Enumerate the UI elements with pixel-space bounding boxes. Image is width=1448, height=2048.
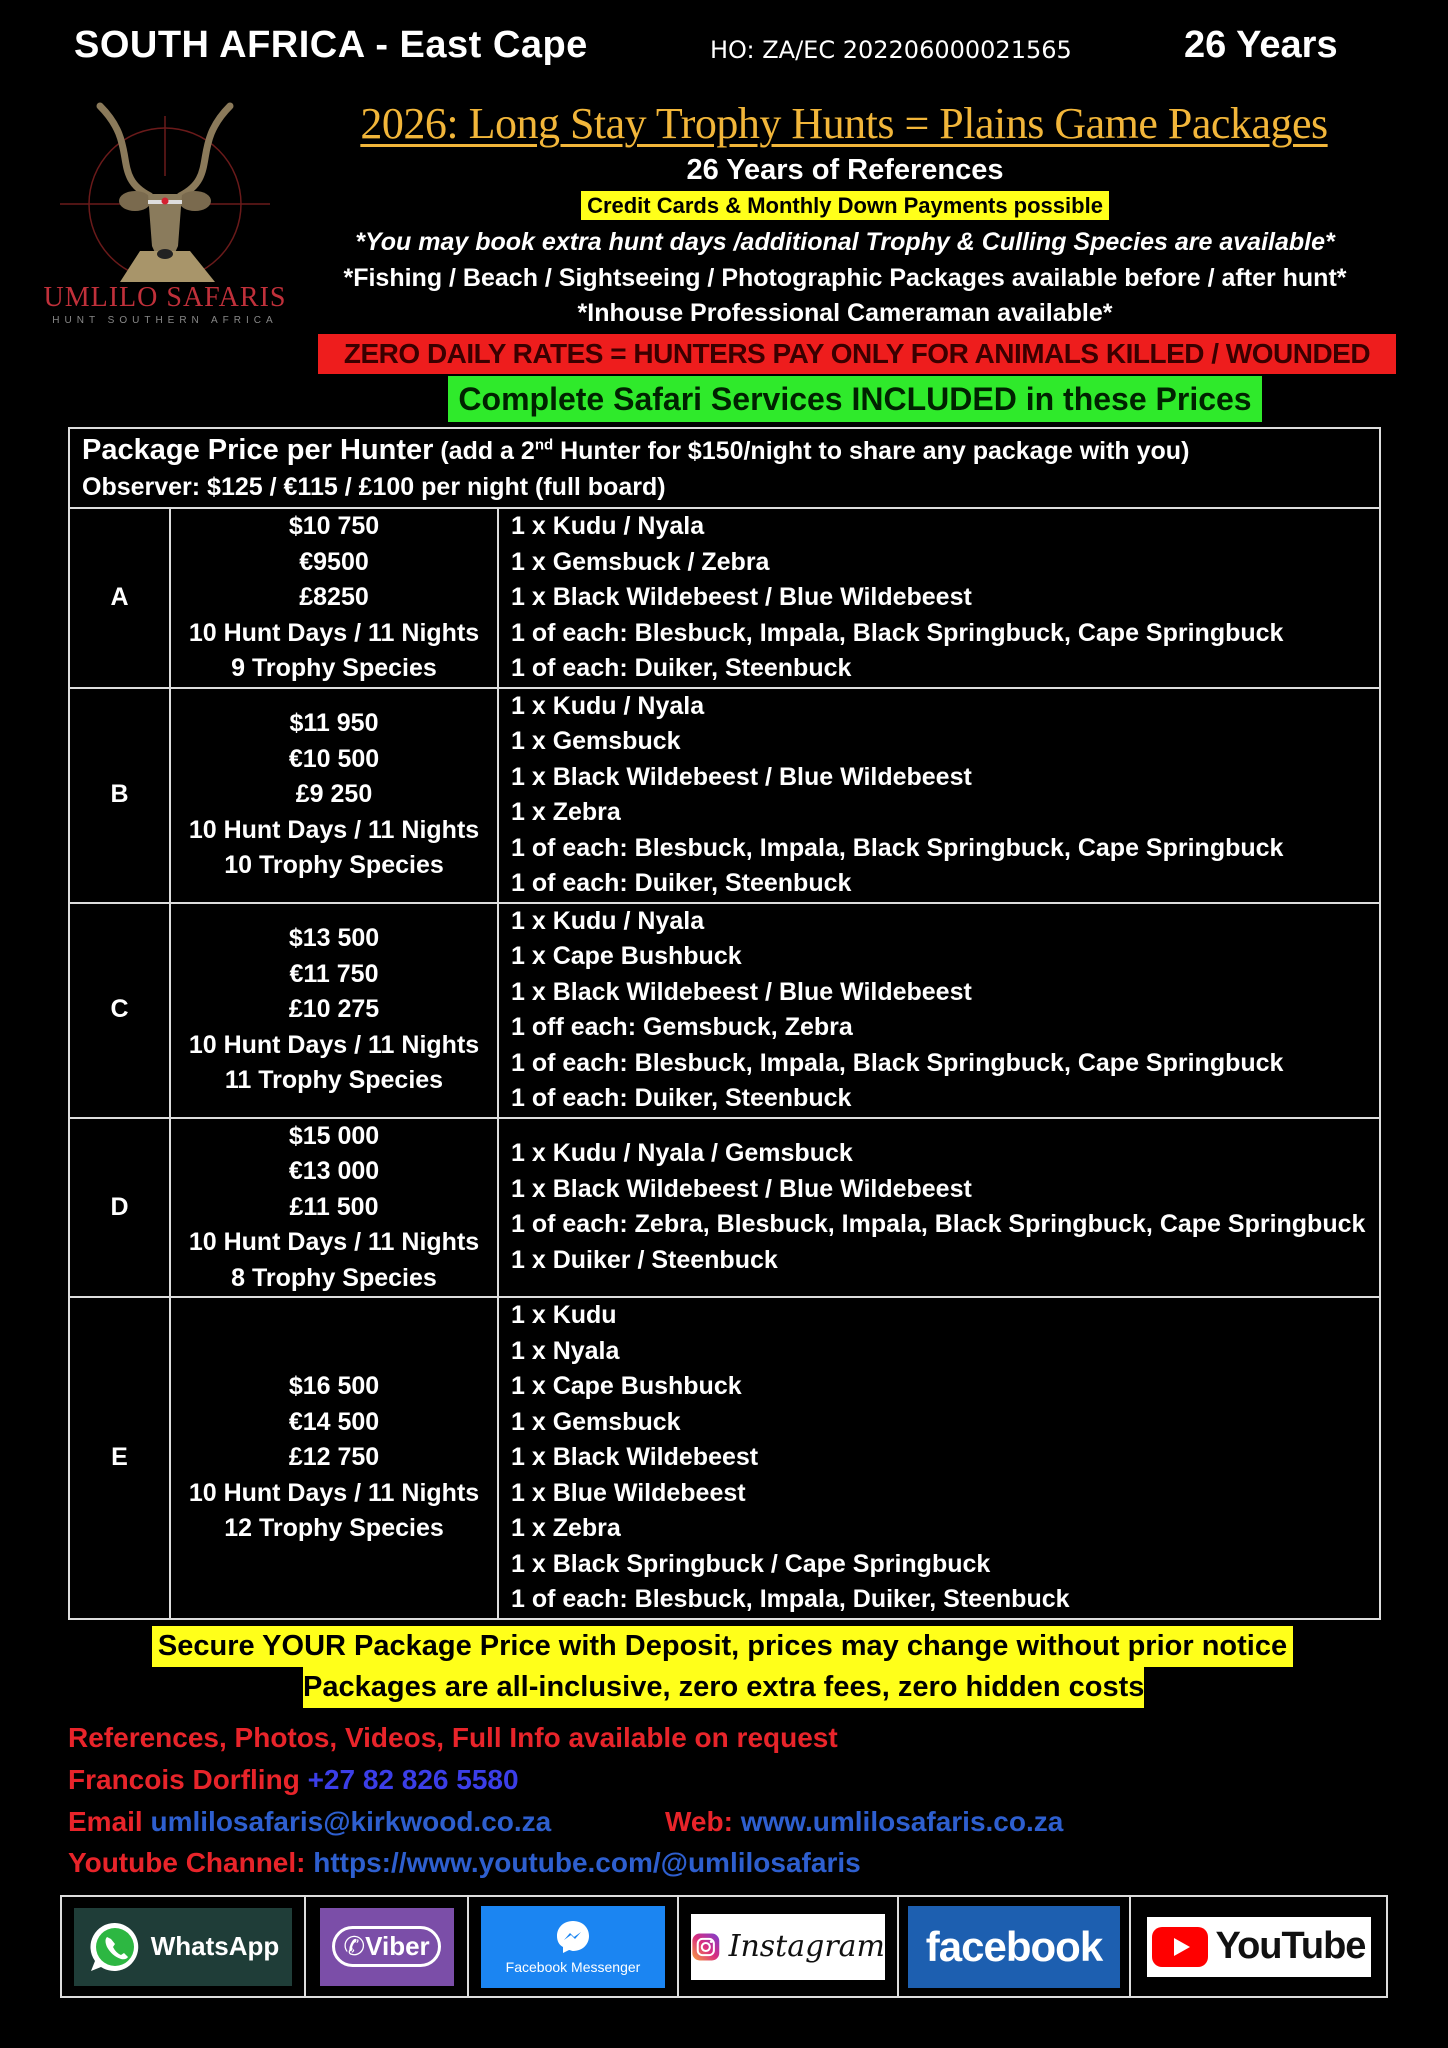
- species-item: 1 of each: Duiker, Steenbuck: [511, 869, 852, 897]
- observer-rate: Observer: $125 / €115 / £100 per night (full board): [82, 472, 666, 501]
- species-list: [498, 1118, 1380, 1298]
- social-media-strip: [60, 1895, 1388, 1998]
- logo-tagline: HUNT SOUTHERN AFRICA: [52, 315, 278, 326]
- price-usd: $11 950: [289, 709, 379, 738]
- table-header-cell: [69, 428, 1380, 508]
- complete-services-banner: Complete Safari Services INCLUDED in these Prices: [448, 376, 1262, 422]
- species-item: 1 x Cape Bushbuck: [511, 942, 742, 970]
- extra-days-note: *You may book extra hunt days /additional Trophy & Culling Species are available*: [355, 228, 1335, 256]
- species-item: 1 x Kudu: [511, 1301, 617, 1329]
- viber-label: Viber: [365, 1931, 430, 1961]
- species-item: 1 x Kudu / Nyala: [511, 906, 705, 935]
- duration: 10 Hunt Days / 11 Nights: [188, 815, 480, 844]
- instagram-icon: [691, 1925, 721, 1969]
- umlilo-safaris-logo: [40, 86, 290, 326]
- price-usd: $16 500: [288, 1372, 380, 1400]
- table-row: [69, 903, 1380, 1118]
- youtube-logo-text: YouTube: [1215, 1925, 1366, 1967]
- trophy-count: 12 Trophy Species: [224, 1514, 444, 1542]
- viber-button[interactable]: [320, 1908, 454, 1986]
- species-list: [498, 1297, 1380, 1619]
- species-item: 1 of each: Blesbuck, Impala, Black Springbuck, Cape Springbuck: [511, 618, 1284, 647]
- species-item: 1 x Black Wildebeest / Blue Wildebeest: [511, 1174, 972, 1203]
- package-price-cell: [170, 1118, 498, 1298]
- facebook-button[interactable]: [908, 1906, 1120, 1988]
- package-price-cell: [170, 1297, 498, 1619]
- species-item: 1 of each: Duiker, Steenbuck: [511, 654, 852, 682]
- country-region: SOUTH AFRICA - East Cape: [74, 24, 588, 66]
- price-gbp: £8250: [299, 583, 369, 611]
- price-usd: $15 000: [288, 1121, 380, 1150]
- species-list: [498, 688, 1380, 903]
- species-item: 1 x Nyala: [511, 1336, 620, 1365]
- table-row: [69, 1118, 1380, 1298]
- price-gbp: £10 275: [288, 995, 380, 1024]
- price-gbp: £12 750: [288, 1443, 380, 1471]
- social-cell-whatsapp: [62, 1897, 306, 1996]
- instagram-button[interactable]: [691, 1914, 885, 1980]
- table-row: [69, 688, 1380, 903]
- table-row: [69, 1297, 1380, 1619]
- species-item: 1 x Gemsbuck: [511, 727, 681, 755]
- species-item: 1 x Kudu / Nyala / Gemsbuck: [511, 1139, 853, 1168]
- species-item: 1 of each: Blesbuck, Impala, Black Springbuck, Cape Springbuck: [511, 833, 1284, 862]
- logo-brand-text: UMLILO SAFARIS: [43, 282, 287, 313]
- messenger-icon: [555, 1919, 591, 1955]
- species-item: 1 of each: Zebra, Blesbuck, Impala, Black Springbuck, Cape Springbuck: [511, 1210, 1366, 1239]
- ordinal-suffix: nd: [534, 436, 554, 454]
- web-group: [665, 1806, 1063, 1838]
- kudu-crosshair-icon: [40, 86, 290, 282]
- zero-daily-rates-banner: ZERO DAILY RATES = HUNTERS PAY ONLY FOR ANIMALS KILLED / WOUNDED: [318, 334, 1396, 374]
- credit-highlight: Credit Cards & Monthly Down Payments possible: [581, 191, 1109, 220]
- species-item: 1 off each: Gemsbuck, Zebra: [511, 1013, 853, 1041]
- trophy-count: 8 Trophy Species: [231, 1263, 437, 1292]
- page-title: 2026: Long Stay Trophy Hunts = Plains Game Packages: [360, 99, 1328, 148]
- package-price-title: Package Price per Hunter: [82, 434, 434, 466]
- package-price-cell: [170, 903, 498, 1118]
- trophy-count: 9 Trophy Species: [231, 654, 437, 682]
- table-header: [69, 428, 1380, 508]
- species-item: 1 x Duiker / Steenbuck: [511, 1245, 778, 1274]
- species-item: 1 x Gemsbuck: [511, 1407, 681, 1436]
- species-item: 1 x Kudu / Nyala: [511, 691, 705, 720]
- email-web-line: [68, 1806, 1368, 1838]
- species-item: 1 x Zebra: [511, 1514, 621, 1542]
- price-eur: €14 500: [288, 1407, 380, 1436]
- price-gbp: £9 250: [295, 780, 373, 809]
- info-request-line: References, Photos, Videos, Full Info available on request: [68, 1722, 838, 1753]
- package-letter: E: [69, 1297, 170, 1619]
- viber-logo: [332, 1926, 440, 1967]
- facebook-messenger-button[interactable]: [481, 1906, 665, 1988]
- messenger-label: Facebook Messenger: [505, 1958, 641, 1975]
- website-link[interactable]: www.umlilosafaris.co.za: [740, 1806, 1064, 1837]
- youtube-line: [68, 1847, 1368, 1879]
- social-cell-viber: [306, 1897, 469, 1996]
- cameraman-note: *Inhouse Professional Cameraman available*: [577, 299, 1113, 327]
- species-item: 1 x Blue Wildebeest: [511, 1478, 746, 1507]
- species-item: 1 x Zebra: [511, 798, 621, 826]
- phone-icon: ✆: [343, 1931, 366, 1961]
- species-list: [498, 903, 1380, 1118]
- second-hunter-note: [440, 437, 1189, 465]
- species-item: 1 x Black Wildebeest / Blue Wildebeest: [511, 762, 972, 791]
- price-eur: €9500: [299, 547, 369, 576]
- instagram-label: Instagram: [728, 1929, 885, 1964]
- phone-link[interactable]: +27 82 826 5580: [307, 1764, 519, 1795]
- youtube-play-icon: [1152, 1927, 1208, 1967]
- packages-table: [68, 427, 1381, 1620]
- top-bar: [0, 22, 1448, 72]
- email-label: Email: [68, 1806, 143, 1837]
- whatsapp-icon: [87, 1919, 143, 1975]
- package-price-cell: [170, 508, 498, 688]
- email-link[interactable]: umlilosafaris@kirkwood.co.za: [150, 1806, 552, 1837]
- species-item: 1 x Black Wildebeest / Blue Wildebeest: [511, 977, 972, 1006]
- price-gbp: £11 500: [289, 1192, 379, 1221]
- deposit-notice: Secure YOUR Package Price with Deposit, prices may change without prior notice: [152, 1626, 1293, 1667]
- species-item: 1 x Black Springbuck / Cape Springbuck: [511, 1549, 991, 1578]
- references-line: 26 Years of References: [686, 154, 1004, 186]
- table-row: [69, 508, 1380, 688]
- social-cell-messenger: [469, 1897, 679, 1996]
- price-eur: €10 500: [288, 744, 380, 773]
- trophy-count: 11 Trophy Species: [224, 1066, 444, 1095]
- web-label: Web:: [665, 1806, 733, 1837]
- species-item: 1 x Black Wildebeest: [511, 1443, 759, 1471]
- second-hunter-note-end: Hunter for $150/night to share any package with you): [553, 437, 1190, 465]
- species-item: 1 x Kudu / Nyala: [511, 512, 705, 540]
- whatsapp-label: WhatsApp: [150, 1931, 280, 1961]
- trophy-count: 10 Trophy Species: [224, 851, 444, 880]
- youtube-label: Youtube Channel:: [68, 1847, 306, 1878]
- species-list: [498, 508, 1380, 688]
- species-item: 1 of each: Blesbuck, Impala, Black Springbuck, Cape Springbuck: [511, 1048, 1284, 1077]
- whatsapp-button[interactable]: [74, 1908, 292, 1986]
- package-letter: C: [69, 903, 170, 1118]
- price-usd: $13 500: [288, 924, 380, 953]
- credit-line: [300, 193, 1390, 219]
- facebook-logo-text: facebook: [925, 1922, 1103, 1970]
- species-item: 1 x Gemsbuck / Zebra: [511, 547, 770, 576]
- social-cell-facebook: [899, 1897, 1131, 1996]
- duration: 10 Hunt Days / 11 Nights: [188, 1478, 480, 1507]
- fishing-packages-note: *Fishing / Beach / Sightseeing / Photographic Packages available before / after hunt*: [343, 264, 1347, 292]
- contact-person-line: [68, 1764, 1368, 1796]
- second-hunter-note-start: (add a 2: [440, 437, 535, 465]
- price-eur: €11 750: [289, 959, 379, 988]
- package-price-cell: [170, 688, 498, 903]
- social-cell-youtube: [1131, 1897, 1386, 1996]
- duration: 10 Hunt Days / 11 Nights: [188, 618, 480, 647]
- youtube-link[interactable]: https://www.youtube.com/@umlilosafaris: [313, 1847, 861, 1878]
- species-item: 1 of each: Blesbuck, Impala, Duiker, Steenbuck: [511, 1585, 1070, 1613]
- package-letter: D: [69, 1118, 170, 1298]
- package-letter: A: [69, 508, 170, 688]
- all-inclusive-notice: Packages are all-inclusive, zero extra fees, zero hidden costs: [303, 1667, 1144, 1708]
- social-cell-instagram: [679, 1897, 899, 1996]
- price-eur: €13 000: [288, 1157, 380, 1185]
- contact-name: Francois Dorfling: [68, 1764, 300, 1795]
- duration: 10 Hunt Days / 11 Nights: [188, 1228, 480, 1256]
- price-usd: $10 750: [288, 512, 380, 540]
- ho-registration-number: HO: ZA/EC 202206000021565: [710, 36, 1072, 64]
- package-letter: B: [69, 688, 170, 903]
- years-badge: 26 Years: [1184, 24, 1338, 66]
- species-item: 1 of each: Duiker, Steenbuck: [511, 1084, 852, 1112]
- species-item: 1 x Black Wildebeest / Blue Wildebeest: [511, 583, 972, 611]
- duration: 10 Hunt Days / 11 Nights: [188, 1030, 480, 1059]
- species-item: 1 x Cape Bushbuck: [511, 1372, 742, 1400]
- youtube-button[interactable]: [1147, 1917, 1371, 1977]
